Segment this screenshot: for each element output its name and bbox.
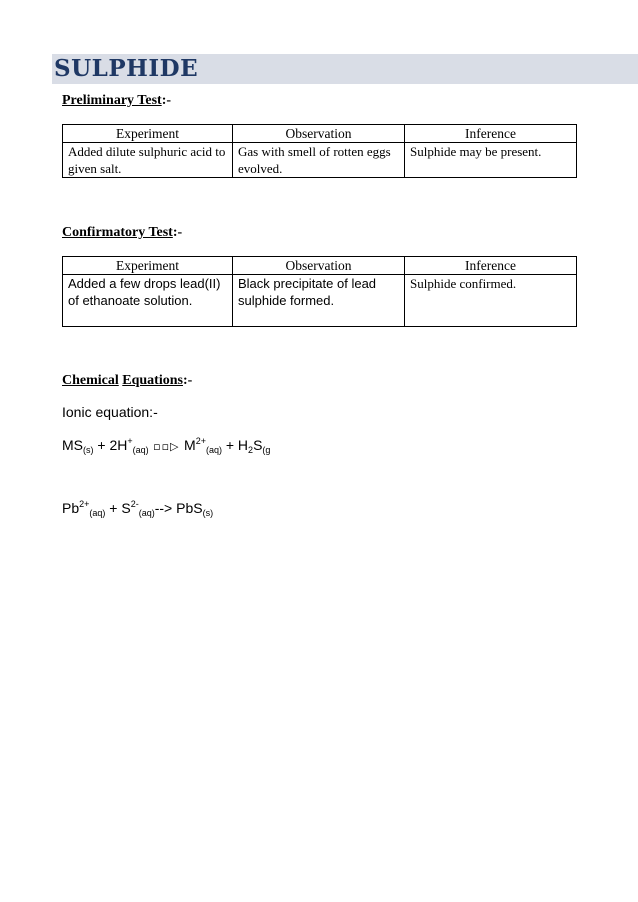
cell-observation: Black precipitate of lead sulphide formed. <box>233 275 405 327</box>
eq1-m: M <box>184 437 196 453</box>
cell-experiment: Added a few drops lead(II) of ethanoate solution. <box>63 275 233 327</box>
preliminary-table <box>62 124 577 178</box>
preliminary-heading-text: Preliminary Test <box>62 93 162 108</box>
header-observation: Observation <box>233 257 405 275</box>
eq2-s-state: (aq) <box>138 508 155 518</box>
eq2-pb: Pb <box>62 500 80 516</box>
header-experiment: Experiment <box>63 257 233 275</box>
table-header-row <box>63 125 577 143</box>
eq1-ms-state: (s) <box>83 445 94 455</box>
cell-inference: Sulphide confirmed. <box>405 275 577 327</box>
eq1-m-state: (aq) <box>205 445 222 455</box>
eq1-h-charge: + <box>127 436 133 446</box>
confirmatory-heading <box>62 225 182 241</box>
eq2-pb-charge: 2+ <box>79 499 90 509</box>
ionic-equation-label: Ionic equation:- <box>62 404 158 420</box>
eq1-h: + 2H <box>93 437 128 453</box>
cell-experiment: Added dilute sulphuric acid to given salt. <box>63 143 233 178</box>
preliminary-heading <box>62 93 171 109</box>
eq1-h2s: + H <box>221 437 249 453</box>
ionic-equation-2 <box>62 499 213 518</box>
table-row <box>63 143 577 178</box>
equations-heading-word1: Chemical <box>62 373 119 388</box>
ionic-equation-1 <box>62 436 270 455</box>
eq1-h2-subscript: 2 <box>248 445 254 455</box>
cell-inference: Sulphide may be present. <box>405 143 577 178</box>
eq2-pb-state: (aq) <box>89 508 106 518</box>
equations-heading-suffix: :- <box>182 373 193 388</box>
eq1-m-charge: 2+ <box>195 436 206 446</box>
confirmatory-heading-suffix: :- <box>172 225 183 240</box>
page-title: SULPHIDE <box>54 55 199 82</box>
eq1-s: S <box>253 437 263 453</box>
cell-observation: Gas with smell of rotten eggs evolved. <box>233 143 405 178</box>
header-experiment: Experiment <box>63 125 233 143</box>
eq1-ms: MS <box>62 437 83 453</box>
equations-heading <box>62 373 192 389</box>
reaction-arrow-icon: ▫▫▷ <box>148 440 185 453</box>
header-observation: Observation <box>233 125 405 143</box>
preliminary-heading-suffix: :- <box>161 93 172 108</box>
equations-heading-word2: Equations <box>122 373 183 388</box>
eq2-s-charge: 2- <box>130 499 139 509</box>
confirmatory-heading-text: Confirmatory Test <box>62 225 173 240</box>
table-header-row <box>63 257 577 275</box>
header-inference: Inference <box>405 257 577 275</box>
eq1-s-state: (g <box>262 445 271 455</box>
eq1-h-state: (aq) <box>132 445 149 455</box>
confirmatory-table <box>62 256 577 327</box>
eq2-pbs-state: (s) <box>202 508 214 518</box>
eq2-s: + S <box>105 500 131 516</box>
header-inference: Inference <box>405 125 577 143</box>
eq2-arrow-pbs: --> PbS <box>154 500 203 516</box>
table-row <box>63 275 577 327</box>
